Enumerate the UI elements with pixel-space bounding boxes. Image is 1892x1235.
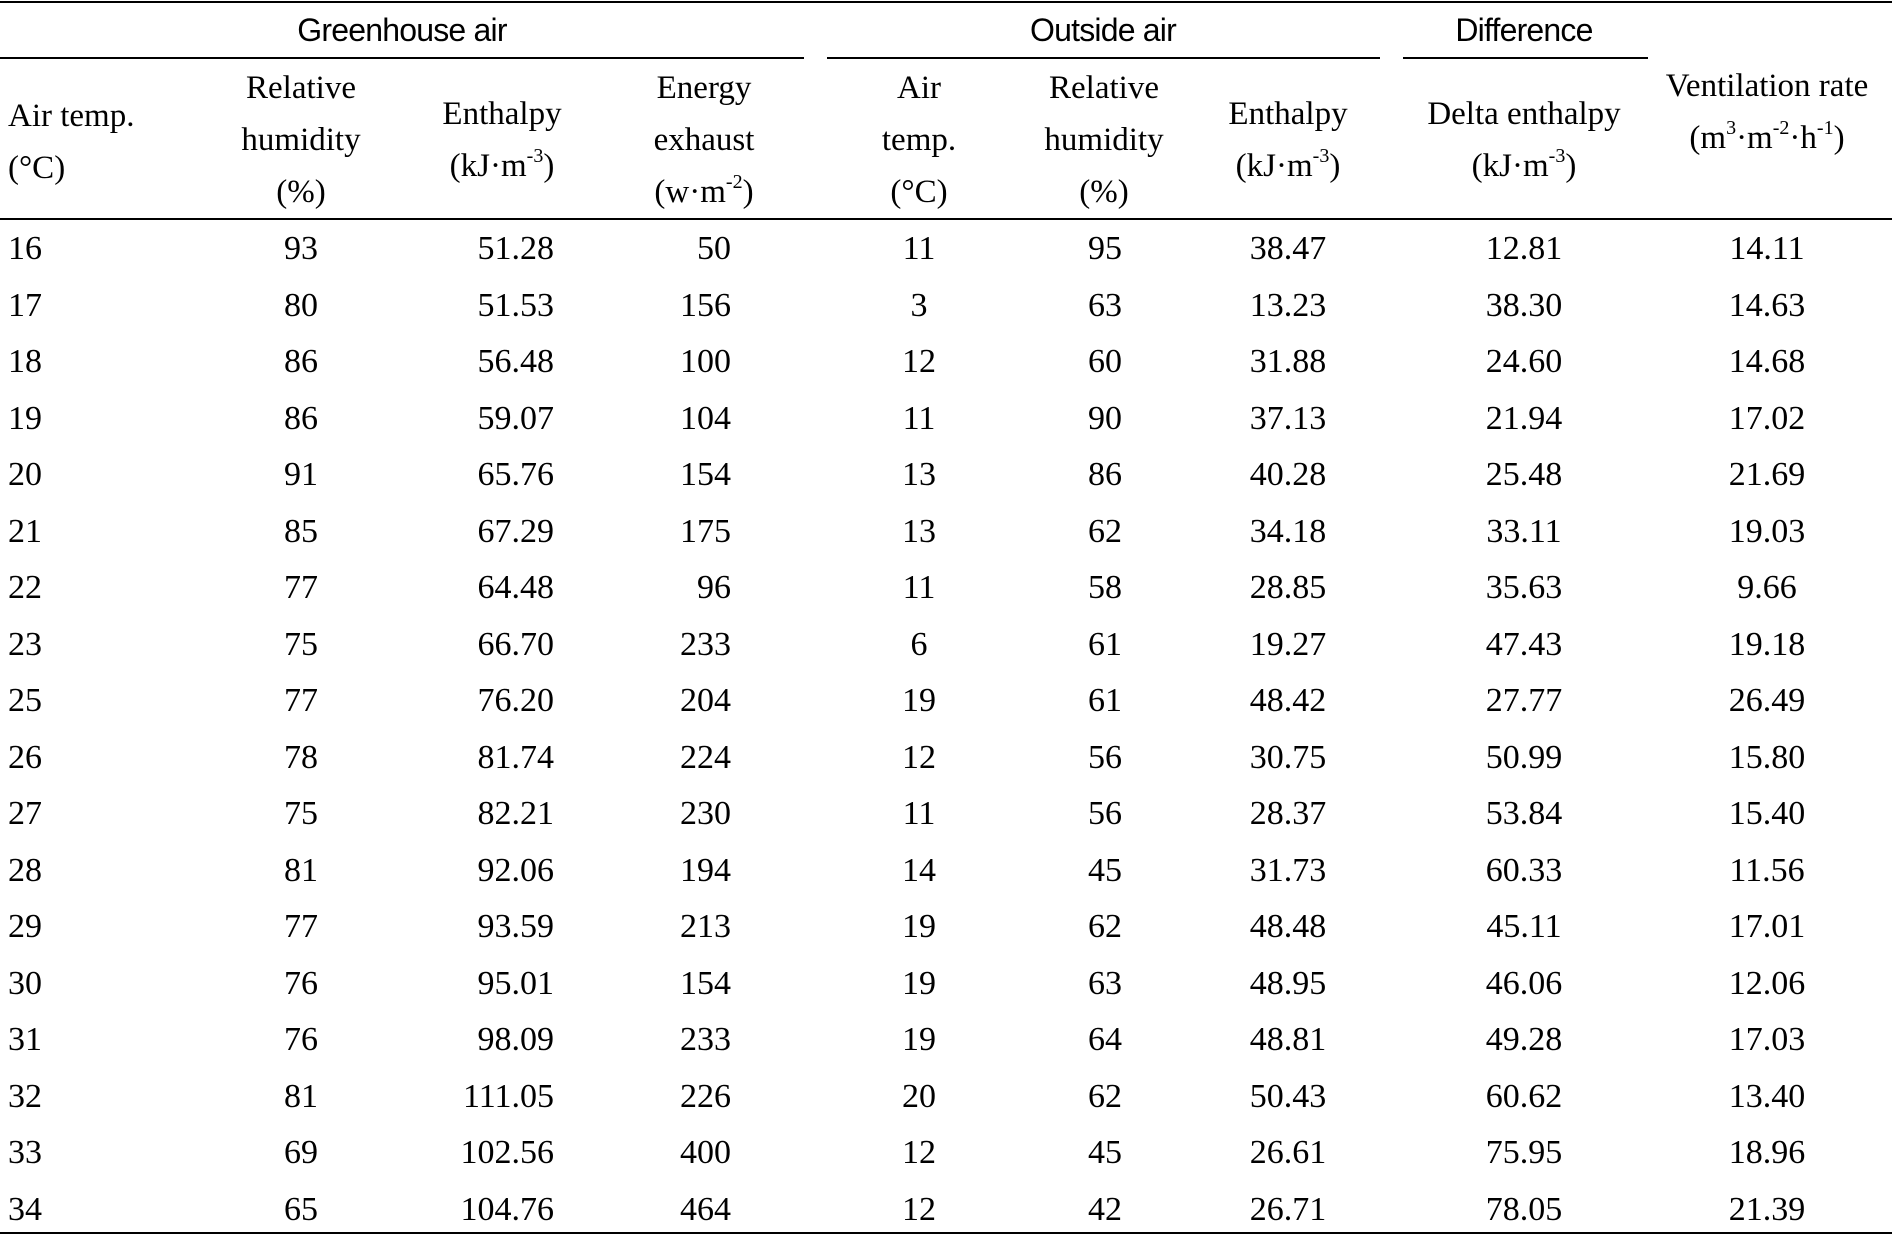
cell-ventilation-rate: 15.80 xyxy=(1728,738,1806,776)
cell-gh-enthalpy: 98.09 xyxy=(477,1021,554,1058)
cell-gh-rh: 81 xyxy=(284,851,318,889)
cell-out-enthalpy: 48.81 xyxy=(1249,1021,1327,1058)
cell-gh-rh: 85 xyxy=(284,512,318,550)
cell-gh-energy-exhaust: 226 xyxy=(680,1077,731,1115)
cell-ventilation-rate: 15.40 xyxy=(1728,795,1806,832)
cell-out-rh: 56 xyxy=(1088,795,1122,832)
cell-gh-rh: 91 xyxy=(284,456,318,493)
group-header-greenhouse: Greenhouse air xyxy=(297,12,507,48)
bottom-rule xyxy=(0,1232,1892,1234)
cell-out-enthalpy: 31.73 xyxy=(1249,851,1327,889)
cell-ventilation-rate: 17.01 xyxy=(1728,908,1806,945)
cell-out-air-temp: 14 xyxy=(902,851,936,889)
top-rule xyxy=(0,1,1892,3)
cell-delta-enthalpy: 60.62 xyxy=(1485,1077,1563,1115)
cell-out-rh: 62 xyxy=(1088,512,1122,550)
cell-ventilation-rate: 19.18 xyxy=(1728,625,1806,663)
cell-gh-enthalpy: 82.21 xyxy=(477,795,554,832)
cell-gh-enthalpy: 64.48 xyxy=(477,569,554,606)
cell-gh-energy-exhaust: 194 xyxy=(680,851,731,889)
cell-out-rh: 45 xyxy=(1088,851,1122,889)
greenhouse-group-rule xyxy=(0,57,804,59)
cell-gh-energy-exhaust: 213 xyxy=(680,908,731,945)
cell-gh-enthalpy: 76.20 xyxy=(477,682,554,719)
cell-out-rh: 63 xyxy=(1088,286,1122,324)
cell-gh-air-temp: 28 xyxy=(8,851,42,889)
col-header-gh-air-temp: Air temp. (°C) xyxy=(8,98,135,186)
cell-delta-enthalpy: 46.06 xyxy=(1485,964,1563,1002)
col-header-gh-enthalpy: Enthalpy $(kJ\cdot m^{-3})$ xyxy=(442,96,562,184)
cell-out-enthalpy: 50.43 xyxy=(1249,1077,1327,1115)
cell-gh-rh: 77 xyxy=(284,569,318,606)
cell-out-enthalpy: 48.42 xyxy=(1249,682,1327,719)
cell-gh-rh: 65 xyxy=(284,1190,318,1228)
cell-gh-enthalpy: 56.48 xyxy=(477,343,554,380)
cell-out-enthalpy: 38.47 xyxy=(1249,230,1327,267)
group-header-difference: Difference xyxy=(1455,12,1593,48)
cell-out-air-temp: 11 xyxy=(902,795,936,832)
cell-ventilation-rate: 17.03 xyxy=(1728,1021,1806,1058)
cell-gh-rh: 86 xyxy=(284,399,318,437)
cell-out-air-temp: 19 xyxy=(902,908,936,945)
cell-delta-enthalpy: 78.05 xyxy=(1485,1190,1563,1228)
cell-gh-air-temp: 23 xyxy=(8,625,42,663)
cell-out-enthalpy: 26.71 xyxy=(1249,1190,1327,1228)
cell-delta-enthalpy: 35.63 xyxy=(1485,569,1563,606)
cell-out-enthalpy: 34.18 xyxy=(1249,512,1327,550)
cell-out-air-temp: 12 xyxy=(902,1134,936,1171)
cell-gh-energy-exhaust: 96 xyxy=(697,569,731,606)
cell-out-enthalpy: 48.95 xyxy=(1249,964,1327,1002)
cell-out-enthalpy: 26.61 xyxy=(1249,1134,1327,1171)
cell-gh-energy-exhaust: 233 xyxy=(680,1021,731,1058)
col-header-gh-energy-exhaust: Energy exhaust $(w\cdot m^{-2})$ xyxy=(653,70,755,210)
cell-gh-enthalpy: 81.74 xyxy=(477,738,554,776)
cell-out-enthalpy: 40.28 xyxy=(1249,456,1327,493)
group-header-outside: Outside air xyxy=(1030,12,1176,48)
cell-delta-enthalpy: 49.28 xyxy=(1485,1021,1563,1058)
cell-gh-air-temp: 29 xyxy=(8,908,42,945)
cell-gh-rh: 93 xyxy=(284,230,318,267)
cell-out-rh: 63 xyxy=(1088,964,1122,1002)
cell-out-air-temp: 11 xyxy=(902,399,936,437)
cell-gh-air-temp: 17 xyxy=(8,286,42,324)
cell-delta-enthalpy: 25.48 xyxy=(1485,456,1563,493)
cell-delta-enthalpy: 47.43 xyxy=(1485,625,1563,663)
col-header-out-air-temp: Air temp. (°C) xyxy=(881,70,957,210)
cell-gh-air-temp: 32 xyxy=(8,1077,42,1115)
cell-gh-rh: 80 xyxy=(284,286,318,324)
cell-gh-enthalpy: 95.01 xyxy=(477,964,554,1002)
cell-gh-energy-exhaust: 224 xyxy=(680,738,731,776)
cell-gh-enthalpy: 104.76 xyxy=(460,1190,554,1228)
cell-gh-air-temp: 25 xyxy=(8,682,42,719)
cell-gh-air-temp: 33 xyxy=(8,1134,42,1171)
cell-out-rh: 86 xyxy=(1088,456,1122,493)
cell-out-enthalpy: 30.75 xyxy=(1249,738,1327,776)
cell-gh-enthalpy: 59.07 xyxy=(477,399,554,437)
cell-gh-air-temp: 30 xyxy=(8,964,42,1002)
cell-out-air-temp: 12 xyxy=(902,738,936,776)
cell-gh-air-temp: 21 xyxy=(8,512,42,550)
cell-out-air-temp: 19 xyxy=(902,1021,936,1058)
cell-out-rh: 95 xyxy=(1088,230,1122,267)
cell-gh-rh: 75 xyxy=(284,625,318,663)
cell-out-enthalpy: 28.85 xyxy=(1249,569,1327,606)
col-header-ventilation-rate: Ventilation rate $(m^3\cdot m^{-2}\cdot h^{-1})$ xyxy=(1665,68,1869,156)
cell-out-enthalpy: 48.48 xyxy=(1249,908,1327,945)
cell-gh-rh: 81 xyxy=(284,1077,318,1115)
cell-delta-enthalpy: 21.94 xyxy=(1485,399,1563,437)
cell-out-rh: 90 xyxy=(1088,399,1122,437)
col-header-out-enthalpy: Enthalpy $(kJ\cdot m^{-3})$ xyxy=(1228,96,1348,184)
cell-ventilation-rate: 21.39 xyxy=(1728,1190,1806,1228)
cell-ventilation-rate: 14.11 xyxy=(1729,230,1805,267)
col-header-delta-enthalpy: Delta enthalpy $(kJ\cdot m^{-3})$ xyxy=(1427,96,1621,184)
cell-gh-energy-exhaust: 154 xyxy=(680,456,731,493)
cell-gh-air-temp: 18 xyxy=(8,343,42,380)
cell-out-rh: 60 xyxy=(1088,343,1122,380)
cell-out-air-temp: 13 xyxy=(902,456,936,493)
cell-delta-enthalpy: 45.11 xyxy=(1486,908,1562,945)
cell-gh-air-temp: 20 xyxy=(8,456,42,493)
cell-ventilation-rate: 18.96 xyxy=(1728,1134,1806,1171)
col-header-gh-rh: Relative humidity (%) xyxy=(241,70,361,210)
cell-gh-enthalpy: 66.70 xyxy=(477,625,554,663)
cell-gh-enthalpy: 102.56 xyxy=(460,1134,554,1171)
cell-gh-air-temp: 16 xyxy=(8,230,42,267)
cell-out-air-temp: 20 xyxy=(902,1077,936,1115)
cell-delta-enthalpy: 27.77 xyxy=(1485,682,1563,719)
cell-gh-rh: 76 xyxy=(284,1021,318,1058)
cell-gh-rh: 76 xyxy=(284,964,318,1002)
cell-out-enthalpy: 19.27 xyxy=(1249,625,1327,663)
cell-gh-energy-exhaust: 156 xyxy=(680,286,731,324)
cell-gh-energy-exhaust: 400 xyxy=(680,1134,731,1171)
cell-delta-enthalpy: 24.60 xyxy=(1485,343,1563,380)
cell-gh-air-temp: 22 xyxy=(8,569,42,606)
cell-gh-air-temp: 19 xyxy=(8,399,42,437)
cell-delta-enthalpy: 33.11 xyxy=(1486,512,1562,550)
cell-gh-rh: 75 xyxy=(284,795,318,832)
cell-delta-enthalpy: 50.99 xyxy=(1485,738,1563,776)
cell-gh-enthalpy: 51.53 xyxy=(477,286,554,324)
cell-delta-enthalpy: 75.95 xyxy=(1485,1134,1563,1171)
cell-out-rh: 62 xyxy=(1088,1077,1122,1115)
outside-group-rule xyxy=(827,57,1380,59)
cell-out-rh: 64 xyxy=(1088,1021,1122,1058)
cell-gh-enthalpy: 92.06 xyxy=(477,851,554,889)
cell-gh-rh: 86 xyxy=(284,343,318,380)
cell-delta-enthalpy: 53.84 xyxy=(1485,795,1563,832)
cell-out-enthalpy: 31.88 xyxy=(1249,343,1327,380)
cell-out-rh: 42 xyxy=(1088,1190,1122,1228)
cell-ventilation-rate: 26.49 xyxy=(1728,682,1806,719)
cell-gh-energy-exhaust: 175 xyxy=(680,512,731,550)
cell-out-enthalpy: 37.13 xyxy=(1249,399,1327,437)
cell-gh-energy-exhaust: 50 xyxy=(697,230,731,267)
cell-gh-air-temp: 27 xyxy=(8,795,42,832)
cell-out-air-temp: 19 xyxy=(902,682,936,719)
cell-ventilation-rate: 19.03 xyxy=(1728,512,1806,550)
cell-out-air-temp: 19 xyxy=(902,964,936,1002)
cell-gh-enthalpy: 51.28 xyxy=(477,230,554,267)
cell-gh-energy-exhaust: 233 xyxy=(680,625,731,663)
cell-ventilation-rate: 14.68 xyxy=(1728,343,1806,380)
cell-gh-rh: 69 xyxy=(284,1134,318,1171)
cell-gh-rh: 77 xyxy=(284,682,318,719)
cell-out-air-temp: 11 xyxy=(902,230,936,267)
cell-gh-energy-exhaust: 204 xyxy=(680,682,731,719)
cell-ventilation-rate: 21.69 xyxy=(1728,456,1806,493)
cell-delta-enthalpy: 60.33 xyxy=(1485,851,1563,889)
cell-gh-air-temp: 31 xyxy=(8,1021,42,1058)
cell-gh-energy-exhaust: 230 xyxy=(680,795,731,832)
cell-out-rh: 45 xyxy=(1088,1134,1122,1171)
cell-out-rh: 58 xyxy=(1088,569,1122,606)
cell-gh-rh: 78 xyxy=(284,738,318,776)
cell-ventilation-rate: 12.06 xyxy=(1728,964,1806,1002)
cell-out-enthalpy: 13.23 xyxy=(1249,286,1327,324)
cell-gh-energy-exhaust: 464 xyxy=(680,1190,731,1228)
cell-gh-enthalpy: 93.59 xyxy=(477,908,554,945)
cell-out-rh: 56 xyxy=(1088,738,1122,776)
cell-out-air-temp: 3 xyxy=(910,286,928,324)
cell-ventilation-rate: 17.02 xyxy=(1728,399,1806,437)
cell-ventilation-rate: 14.63 xyxy=(1728,286,1806,324)
cell-out-air-temp: 13 xyxy=(902,512,936,550)
cell-out-rh: 62 xyxy=(1088,908,1122,945)
cell-out-rh: 61 xyxy=(1088,682,1122,719)
cell-gh-energy-exhaust: 100 xyxy=(680,343,731,380)
cell-gh-enthalpy: 65.76 xyxy=(477,456,554,493)
cell-out-enthalpy: 28.37 xyxy=(1249,795,1327,832)
cell-gh-air-temp: 34 xyxy=(8,1190,42,1228)
cell-gh-enthalpy: 67.29 xyxy=(477,512,554,550)
difference-group-rule xyxy=(1403,57,1648,59)
cell-out-air-temp: 11 xyxy=(902,569,936,606)
cell-gh-energy-exhaust: 154 xyxy=(680,964,731,1002)
col-header-out-rh: Relative humidity (%) xyxy=(1044,70,1164,210)
cell-gh-enthalpy: 111.05 xyxy=(463,1077,554,1115)
cell-out-air-temp: 12 xyxy=(902,343,936,380)
cell-delta-enthalpy: 12.81 xyxy=(1485,230,1563,267)
header-bottom-rule xyxy=(0,218,1892,220)
cell-delta-enthalpy: 38.30 xyxy=(1485,286,1563,324)
cell-ventilation-rate: 13.40 xyxy=(1728,1077,1806,1115)
cell-gh-rh: 77 xyxy=(284,908,318,945)
cell-gh-air-temp: 26 xyxy=(8,738,42,776)
cell-ventilation-rate: 11.56 xyxy=(1729,851,1805,889)
cell-out-air-temp: 12 xyxy=(902,1190,936,1228)
cell-ventilation-rate: 9.66 xyxy=(1737,569,1797,606)
cell-out-air-temp: 6 xyxy=(910,625,928,663)
cell-gh-energy-exhaust: 104 xyxy=(680,399,731,437)
cell-out-rh: 61 xyxy=(1088,625,1122,663)
